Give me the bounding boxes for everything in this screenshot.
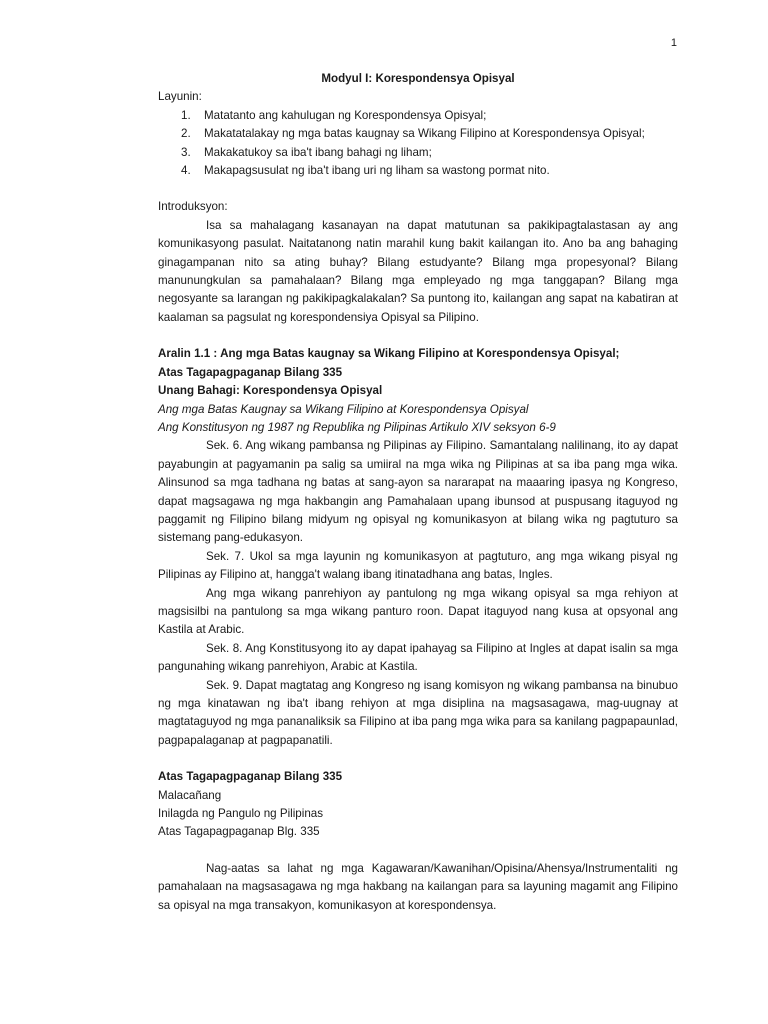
section-paragraph: Ang mga wikang panrehiyon ay pantulong ng mga wikang opisyal sa mga rehiyon at magsisilbi na pantulong sa mga wikang panturo roon. Dapat itaguyod nang kusa at opsyonal ang Kastila at Arabic. xyxy=(158,586,678,637)
lesson-part-heading: Unang Bahagi: Korespondensya Opisyal xyxy=(158,384,383,398)
list-number: 3. xyxy=(181,145,191,159)
objectives-heading: Layunin: xyxy=(158,90,202,104)
spacer xyxy=(158,327,678,345)
section-paragraph: Sek. 8. Ang Konstitusyong ito ay dapat ipahayag sa Filipino at Ingles at dapat isalin sa mga pangunahing wikang panrehiyon, Arabic at Kastila. xyxy=(158,641,678,674)
document-body xyxy=(158,70,678,915)
order-line: Atas Tagapagpaganap Blg. 335 xyxy=(158,825,320,839)
list-text: Makakatukoy sa iba't ibang bahagi ng liham; xyxy=(204,145,432,159)
list-number: 2. xyxy=(181,127,191,141)
order-line: Malacañang xyxy=(158,788,222,802)
intro-heading: Introduksyon: xyxy=(158,200,228,214)
page-number: 1 xyxy=(670,37,677,49)
section-paragraph: Sek. 7. Ukol sa mga layunin ng komunikasyon at pagtuturo, ang mga wikang pisyal ng Pilipinas ay Filipino at, hangga't walang ibang itinatadhana ang batas, Ingles. xyxy=(158,549,678,582)
list-item xyxy=(158,162,678,180)
module-title: Modyul I: Korespondensya Opisyal xyxy=(321,72,515,85)
lesson-subheading: Atas Tagapagpaganap Bilang 335 xyxy=(158,365,343,379)
list-text: Makapagsusulat ng iba't ibang uri ng liham sa wastong pormat nito. xyxy=(204,164,550,178)
order-heading: Atas Tagapagpaganap Bilang 335 xyxy=(158,770,343,784)
list-item xyxy=(158,107,678,125)
list-text: Matatanto ang kahulugan ng Korespondensya Opisyal; xyxy=(204,108,487,122)
list-text: Makatatalakay ng mga batas kaugnay sa Wikang Filipino at Korespondensya Opisyal; xyxy=(204,127,645,141)
section-paragraph: Sek. 9. Dapat magtatag ang Kongreso ng isang komisyon ng wikang pambansa na binubuo ng mga kinatawan ng iba't ibang rehiyon at mga disiplina na magsasagawa, mag-uugnay at magtataguyod ng mga pananaliksik sa Filipino at iba pang mga wika para sa kanilang pagpapaunlad, pagpapalaganap at pagpapanatili. xyxy=(158,678,678,747)
list-item xyxy=(158,125,678,143)
intro-paragraph: Isa sa mahalagang kasanayan na dapat matutunan sa pakikipagtalastasan ay ang komunikasyong pasulat. Naitatanong natin marahil kung bakit kailangan ito. Ano ba ang bahaging ginagampanan nito sa ating buhay? Bilang estudyante? Bilang mga propesyonal? Bilang manunungkulan sa pamahalaan? Bilang mga empleyado ng mga tanggapan? Bilang mga negosyante sa larangan ng pakikipagkalakalan? Sa puntong ito, kailangan ang sapat na kabatiran at kaalaman sa pagsulat ng korespondensiya Opisyal sa Pilipino. xyxy=(158,218,678,324)
order-line: Inilagda ng Pangulo ng Pilipinas xyxy=(158,807,324,821)
spacer xyxy=(158,180,678,198)
lesson-italic-line: Ang Konstitusyon ng 1987 ng Republika ng Pilipinas Artikulo XIV seksyon 6-9 xyxy=(158,420,556,434)
objectives-list xyxy=(158,107,678,181)
order-paragraph: Nag-aatas sa lahat ng mga Kagawaran/Kawanihan/Opisina/Ahensya/Instrumentaliti ng pamahalaan na magsasagawa ng mga hakbang na kailangan para sa layuning magamit ang Filipino sa opisyal na mga transakyon, komunikasyon at korespondensya. xyxy=(158,861,678,912)
section-paragraph: Sek. 6. Ang wikang pambansa ng Pilipinas ay Filipino. Samantalang nalilinang, ito ay dapat payabungin at pagyamanin pa salig sa umiiral na mga wika ng Pilipinas at sa iba pang mga wika. Alinsunod sa mga tadhana ng batas at sang-ayon sa nararapat na maaaring ipasya ng Kongreso, dapat magsagawa ng mga hakbangin ang Pamahalaan upang ibunsod at puspusang itaguyod ng paggamit ng Filipino bilang midyum ng opisyal ng komunikasyon at bilang wika ng pagtuturo sa sistemang pang-edukasyon. xyxy=(158,439,678,545)
list-number: 1. xyxy=(181,108,191,122)
spacer xyxy=(158,842,678,860)
lesson-italic-line: Ang mga Batas Kaugnay sa Wikang Filipino at Korespondensya Opisyal xyxy=(158,402,529,416)
spacer xyxy=(158,750,678,768)
lesson-heading: Aralin 1.1 : Ang mga Batas kaugnay sa Wikang Filipino at Korespondensya Opisyal; xyxy=(158,347,620,361)
list-number: 4. xyxy=(181,164,191,178)
list-item xyxy=(158,144,678,162)
